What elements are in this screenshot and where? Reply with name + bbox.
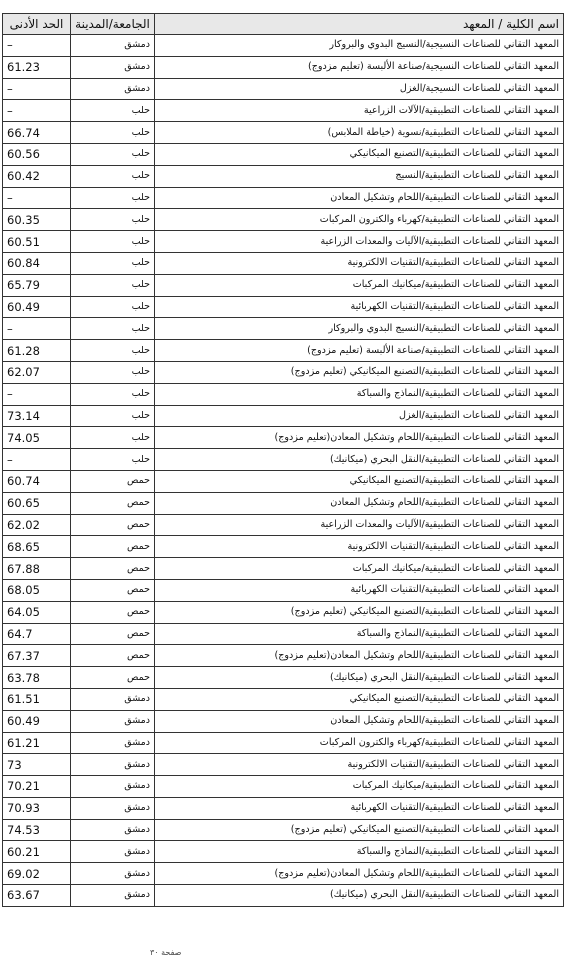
table-row (3, 819, 564, 841)
institute-cell: المعهد التقاني للصناعات التطبيقية/التصنيع الميكانيكي (تعليم مزدوج) (155, 361, 564, 383)
table-row (3, 688, 564, 710)
table-row (3, 754, 564, 776)
min-score-cell: – (3, 318, 71, 340)
institute-cell: المعهد التقاني للصناعات التطبيقية/التصنيع الميكانيكي (155, 688, 564, 710)
city-cell: دمشق (71, 863, 155, 885)
min-score-cell: 61.23 (3, 56, 71, 78)
min-score-cell: 63.78 (3, 667, 71, 689)
table-row (3, 470, 564, 492)
institute-cell: المعهد التقاني للصناعات التطبيقية/النقل البحري (ميكانيك) (155, 885, 564, 907)
institute-cell: المعهد التقاني للصناعات التطبيقية/التقنيات الالكترونية (155, 754, 564, 776)
min-score-cell: 64.05 (3, 601, 71, 623)
city-cell: دمشق (71, 841, 155, 863)
table-row (3, 361, 564, 383)
institute-cell: المعهد التقاني للصناعات التطبيقية/التصنيع الميكانيكي (تعليم مزدوج) (155, 819, 564, 841)
table-row (3, 187, 564, 209)
min-score-cell: 62.02 (3, 514, 71, 536)
city-cell: حلب (71, 427, 155, 449)
institute-cell: المعهد التقاني للصناعات التطبيقية/النماذج والسباكة (155, 383, 564, 405)
min-score-cell: 60.49 (3, 296, 71, 318)
institute-cell: المعهد التقاني للصناعات التطبيقية/كهرباء والكترون المركبات (155, 209, 564, 231)
min-score-cell: 64.7 (3, 623, 71, 645)
min-score-cell: 73 (3, 754, 71, 776)
min-score-cell: – (3, 35, 71, 57)
institute-cell: المعهد التقاني للصناعات التطبيقية/صناعة الألبسة (تعليم مزدوج) (155, 340, 564, 362)
city-cell: دمشق (71, 797, 155, 819)
min-score-cell: 61.21 (3, 732, 71, 754)
city-cell: حلب (71, 122, 155, 144)
city-cell: حمص (71, 667, 155, 689)
table-row (3, 667, 564, 689)
institute-cell: المعهد التقاني للصناعات التطبيقية/التقنيات الكهربائية (155, 579, 564, 601)
city-cell: دمشق (71, 732, 155, 754)
city-cell: حمص (71, 492, 155, 514)
city-cell: حلب (71, 318, 155, 340)
header-institute: اسم الكلية / المعهد (155, 14, 564, 35)
city-cell: حمص (71, 470, 155, 492)
min-score-cell: 73.14 (3, 405, 71, 427)
min-score-cell: – (3, 187, 71, 209)
institute-cell: المعهد التقاني للصناعات التطبيقية/اللحام وتشكيل المعادن (155, 492, 564, 514)
min-score-cell: 60.21 (3, 841, 71, 863)
institute-cell: المعهد التقاني للصناعات التطبيقية/اللحام وتشكيل المعادن(تعليم مزدوج) (155, 645, 564, 667)
table-row (3, 776, 564, 798)
institute-cell: المعهد التقاني للصناعات التطبيقية/النسيج البدوي والبروكار (155, 318, 564, 340)
min-score-cell: 74.53 (3, 819, 71, 841)
min-score-cell: – (3, 449, 71, 471)
table-row (3, 340, 564, 362)
city-cell: حمص (71, 536, 155, 558)
institute-cell: المعهد التقاني للصناعات التطبيقية/اللحام وتشكيل المعادن (155, 710, 564, 732)
institute-cell: المعهد التقاني للصناعات التطبيقية/اللحام وتشكيل المعادن(تعليم مزدوج) (155, 427, 564, 449)
table-row (3, 732, 564, 754)
institute-cell: المعهد التقاني للصناعات التطبيقية/التقنيات الكهربائية (155, 797, 564, 819)
institute-cell: المعهد التقاني للصناعات التطبيقية/الآليات والمعدات الزراعية (155, 231, 564, 253)
institute-cell: المعهد التقاني للصناعات التطبيقية/التصنيع الميكانيكي (تعليم مزدوج) (155, 601, 564, 623)
city-cell: حلب (71, 252, 155, 274)
city-cell: حلب (71, 383, 155, 405)
city-cell: حلب (71, 361, 155, 383)
city-cell: حلب (71, 274, 155, 296)
table-row (3, 35, 564, 57)
min-score-cell: 66.74 (3, 122, 71, 144)
table-row (3, 601, 564, 623)
city-cell: دمشق (71, 776, 155, 798)
institute-cell: المعهد التقاني للصناعات التطبيقية/التقنيات الكهربائية (155, 296, 564, 318)
min-score-cell: 60.49 (3, 710, 71, 732)
institute-cell: المعهد التقاني للصناعات التطبيقية/كهرباء والكترون المركبات (155, 732, 564, 754)
table-row (3, 78, 564, 100)
city-cell: حمص (71, 623, 155, 645)
table-row (3, 514, 564, 536)
table-row (3, 885, 564, 907)
table-header-row (3, 14, 564, 35)
city-cell: حمص (71, 601, 155, 623)
table-row (3, 209, 564, 231)
city-cell: حلب (71, 209, 155, 231)
city-cell: دمشق (71, 35, 155, 57)
institute-cell: المعهد التقاني للصناعات التطبيقية/الآليات والمعدات الزراعية (155, 514, 564, 536)
institute-cell: المعهد التقاني للصناعات النسيجية/الغزل (155, 78, 564, 100)
institute-cell: المعهد التقاني للصناعات التطبيقية/نسوية (خياطة الملابس) (155, 122, 564, 144)
city-cell: دمشق (71, 710, 155, 732)
table-row (3, 318, 564, 340)
page-footer: صفحة ٣٠ (150, 948, 182, 957)
min-score-cell: – (3, 100, 71, 122)
min-score-cell: 65.79 (3, 274, 71, 296)
table-row (3, 122, 564, 144)
min-score-cell: 63.67 (3, 885, 71, 907)
institute-cell: المعهد التقاني للصناعات التطبيقية/ميكانيك المركبات (155, 274, 564, 296)
city-cell: حلب (71, 405, 155, 427)
institute-cell: المعهد التقاني للصناعات التطبيقية/التقنيات الالكترونية (155, 252, 564, 274)
table-row (3, 863, 564, 885)
city-cell: حلب (71, 143, 155, 165)
min-score-cell: – (3, 383, 71, 405)
city-cell: حلب (71, 296, 155, 318)
city-cell: حمص (71, 558, 155, 580)
table-row (3, 558, 564, 580)
table-row (3, 710, 564, 732)
institute-cell: المعهد التقاني للصناعات التطبيقية/التصنيع الميكانيكي (155, 470, 564, 492)
min-score-cell: 74.05 (3, 427, 71, 449)
institute-cell: المعهد التقاني للصناعات التطبيقية/ميكانيك المركبات (155, 558, 564, 580)
table-row (3, 797, 564, 819)
table-row (3, 274, 564, 296)
institute-cell: المعهد التقاني للصناعات التطبيقية/النقل البحري (ميكانيك) (155, 667, 564, 689)
min-score-cell: 68.65 (3, 536, 71, 558)
city-cell: دمشق (71, 819, 155, 841)
table-row (3, 449, 564, 471)
institute-cell: المعهد التقاني للصناعات التطبيقية/التقنيات الالكترونية (155, 536, 564, 558)
city-cell: دمشق (71, 885, 155, 907)
table-row (3, 427, 564, 449)
min-score-cell: 67.88 (3, 558, 71, 580)
city-cell: دمشق (71, 754, 155, 776)
min-score-cell: 70.93 (3, 797, 71, 819)
table-row (3, 143, 564, 165)
institute-cell: المعهد التقاني للصناعات التطبيقية/النماذج والسباكة (155, 841, 564, 863)
city-cell: دمشق (71, 56, 155, 78)
min-score-cell: 70.21 (3, 776, 71, 798)
institute-cell: المعهد التقاني للصناعات التطبيقية/ميكانيك المركبات (155, 776, 564, 798)
header-min-score: الحد الأدنى (3, 14, 71, 35)
institute-cell: المعهد التقاني للصناعات التطبيقية/اللحام وتشكيل المعادن(تعليم مزدوج) (155, 863, 564, 885)
city-cell: حمص (71, 514, 155, 536)
institute-cell: المعهد التقاني للصناعات التطبيقية/اللحام وتشكيل المعادن (155, 187, 564, 209)
city-cell: حلب (71, 165, 155, 187)
table-row (3, 165, 564, 187)
admission-scores-table (2, 13, 564, 907)
min-score-cell: 61.28 (3, 340, 71, 362)
city-cell: حلب (71, 340, 155, 362)
institute-cell: المعهد التقاني للصناعات التطبيقية/الغزل (155, 405, 564, 427)
min-score-cell: 60.35 (3, 209, 71, 231)
institute-cell: المعهد التقاني للصناعات التطبيقية/النقل البحري (ميكانيك) (155, 449, 564, 471)
institute-cell: المعهد التقاني للصناعات النسيجية/صناعة الألبسة (تعليم مزدوج) (155, 56, 564, 78)
min-score-cell: 61.51 (3, 688, 71, 710)
city-cell: حلب (71, 187, 155, 209)
table-body (3, 35, 564, 907)
table-row (3, 100, 564, 122)
header-city: الجامعة/المدينة (71, 14, 155, 35)
table-row (3, 492, 564, 514)
city-cell: حمص (71, 645, 155, 667)
table-row (3, 623, 564, 645)
table-row (3, 645, 564, 667)
min-score-cell: 68.05 (3, 579, 71, 601)
min-score-cell: 60.42 (3, 165, 71, 187)
min-score-cell: 60.84 (3, 252, 71, 274)
city-cell: حلب (71, 100, 155, 122)
table-row (3, 405, 564, 427)
institute-cell: المعهد التقاني للصناعات التطبيقية/النسيج (155, 165, 564, 187)
min-score-cell: 60.51 (3, 231, 71, 253)
institute-cell: المعهد التقاني للصناعات التطبيقية/الآلات الزراعية (155, 100, 564, 122)
table-row (3, 252, 564, 274)
city-cell: حلب (71, 231, 155, 253)
min-score-cell: 60.56 (3, 143, 71, 165)
min-score-cell: – (3, 78, 71, 100)
table-row (3, 841, 564, 863)
min-score-cell: 69.02 (3, 863, 71, 885)
city-cell: دمشق (71, 78, 155, 100)
min-score-cell: 67.37 (3, 645, 71, 667)
table-row (3, 383, 564, 405)
city-cell: حلب (71, 449, 155, 471)
city-cell: دمشق (71, 688, 155, 710)
institute-cell: المعهد التقاني للصناعات النسيجية/النسيج البدوي والبروكار (155, 35, 564, 57)
table-row (3, 296, 564, 318)
min-score-cell: 60.65 (3, 492, 71, 514)
table-row (3, 231, 564, 253)
min-score-cell: 62.07 (3, 361, 71, 383)
min-score-cell: 60.74 (3, 470, 71, 492)
city-cell: حمص (71, 579, 155, 601)
table-row (3, 579, 564, 601)
institute-cell: المعهد التقاني للصناعات التطبيقية/التصنيع الميكانيكي (155, 143, 564, 165)
institute-cell: المعهد التقاني للصناعات التطبيقية/النماذج والسباكة (155, 623, 564, 645)
table-row (3, 536, 564, 558)
table-row (3, 56, 564, 78)
